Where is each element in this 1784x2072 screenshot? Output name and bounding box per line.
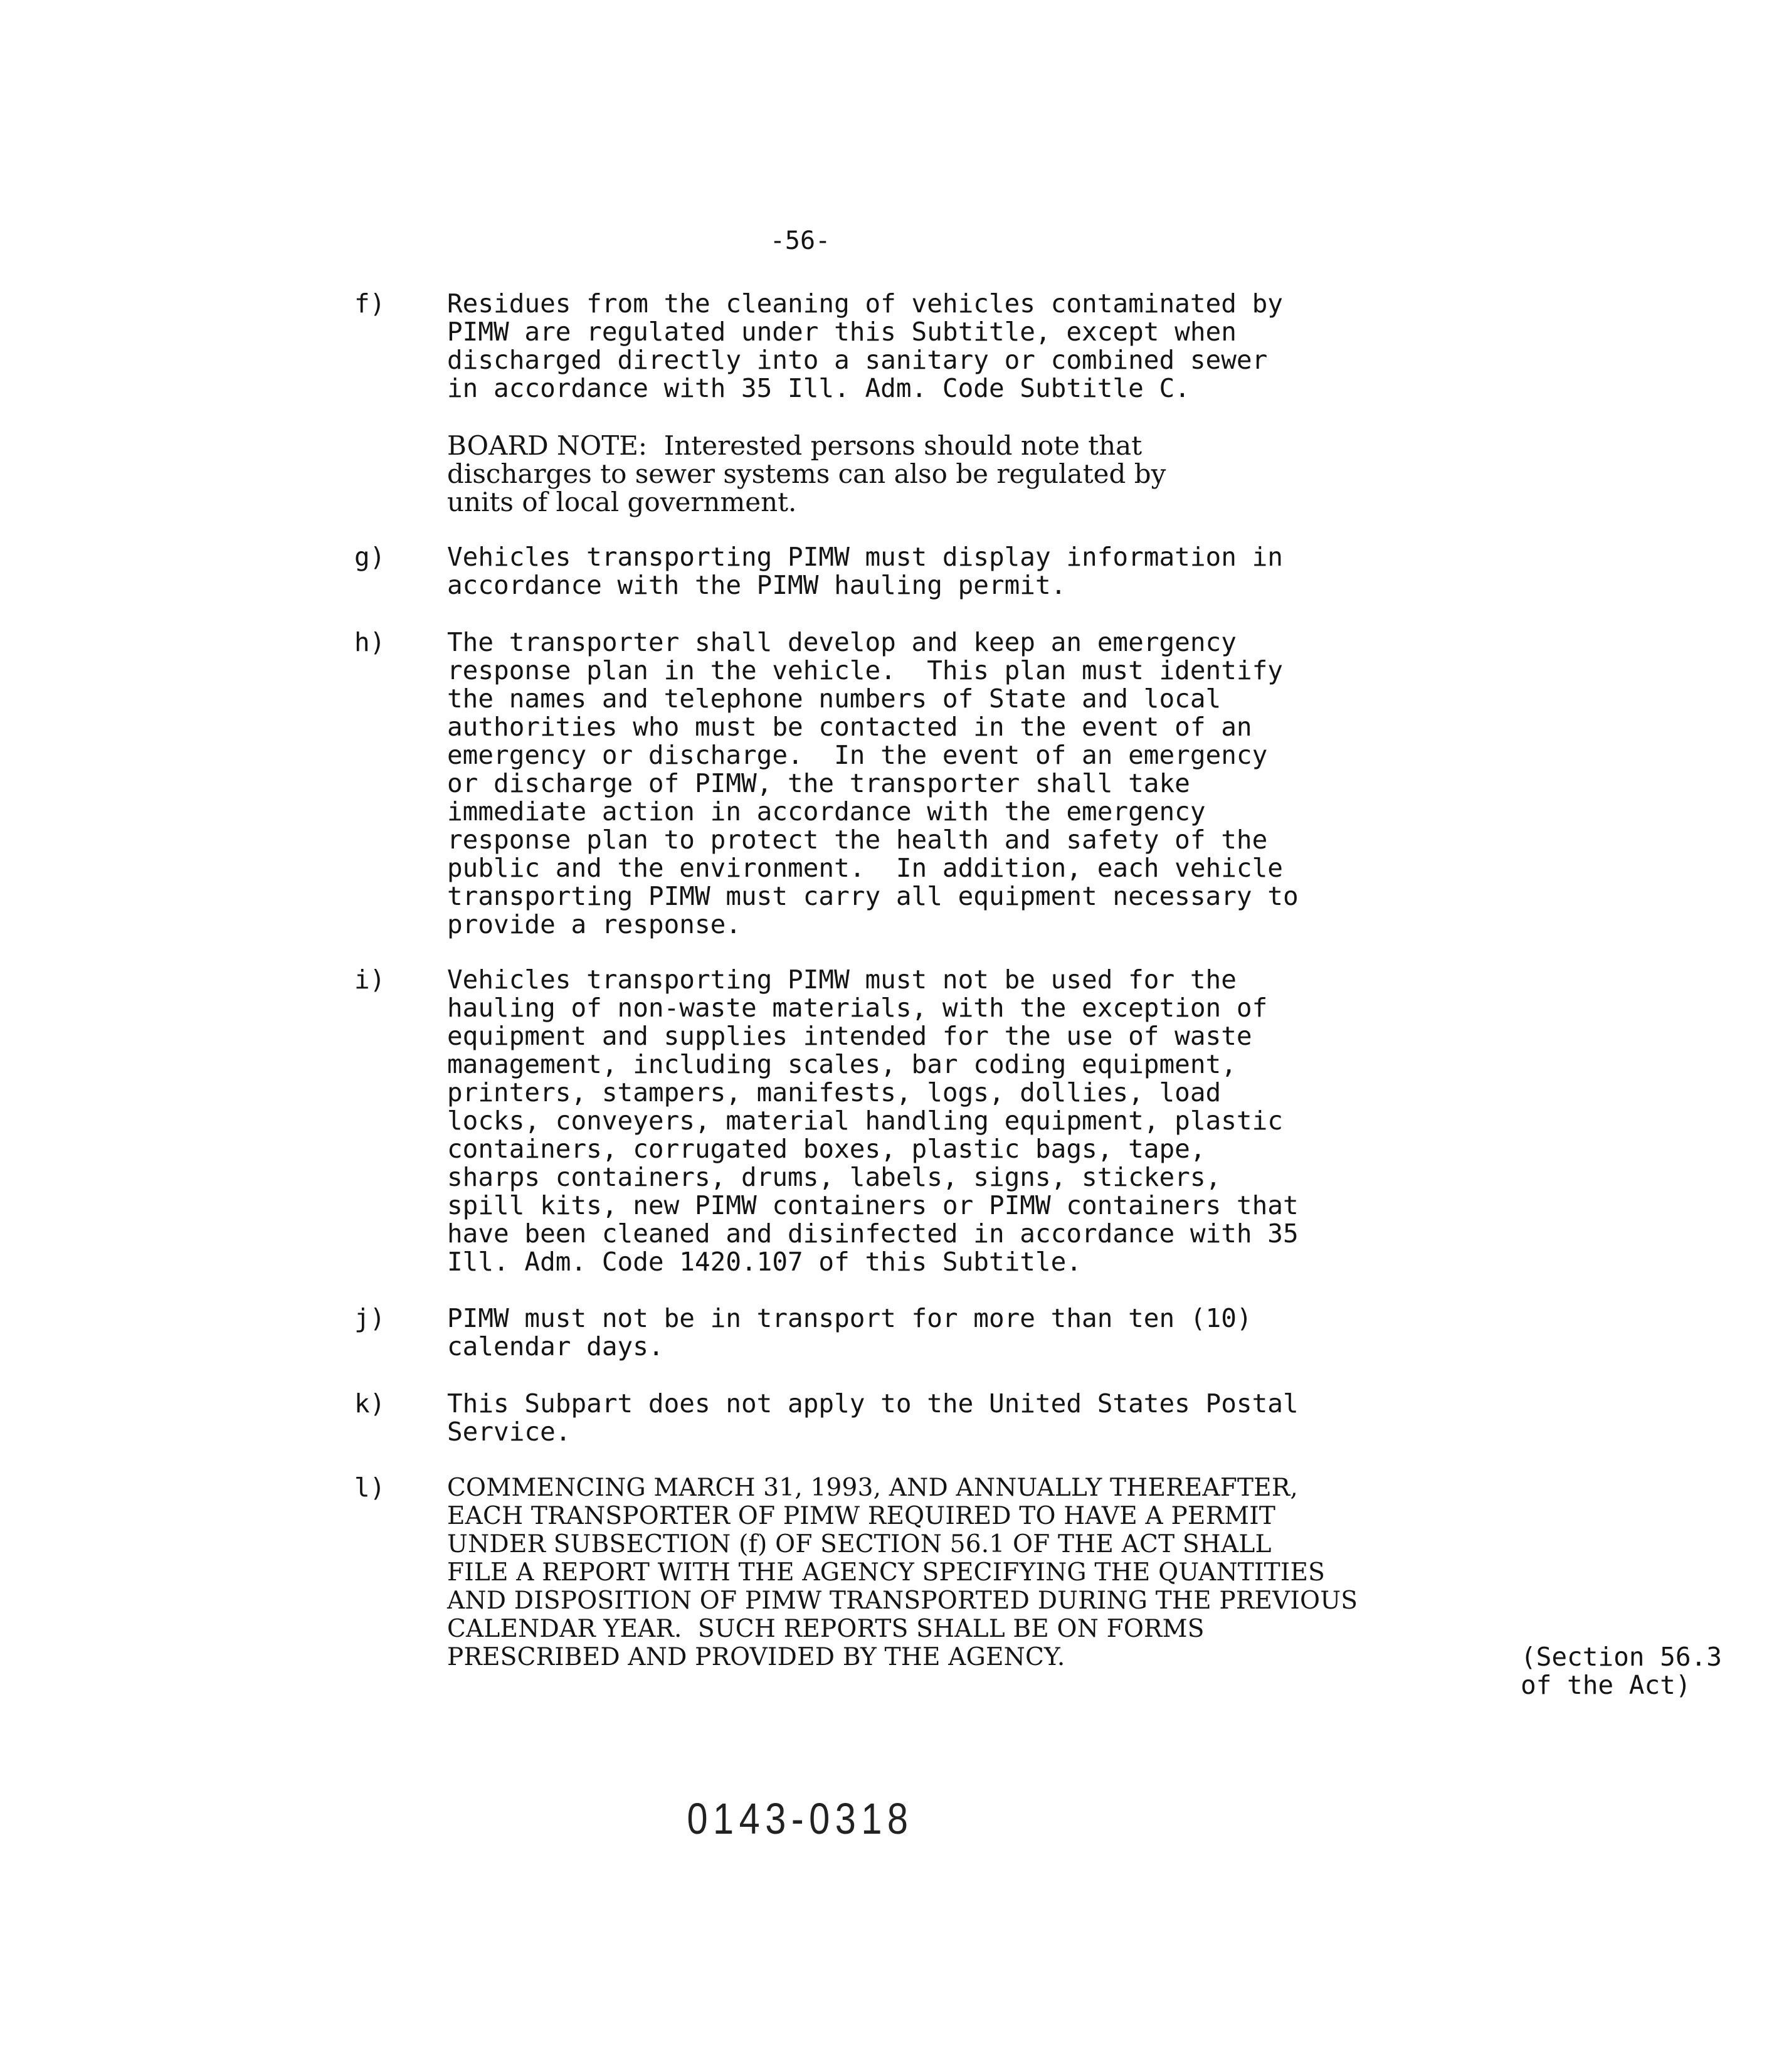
item-marker: f) [354, 288, 386, 319]
document-code: 0143-0318 [687, 1794, 914, 1843]
item-marker: i) [354, 965, 386, 995]
item-text-citation: (Section 56.3 of the Act) [1521, 1642, 1722, 1700]
item-text: Residues from the cleaning of vehicles contaminated by PIMW are regulated under this Subtitle, except when discharged directly into a sanitary or combined sewer in accordance with 35 Ill. Adm. Code Subtitle C. [447, 288, 1283, 403]
item-marker: k) [354, 1388, 386, 1419]
item-text: PIMW must not be in transport for more than ten (10) calendar days. [447, 1303, 1252, 1361]
item-text: Vehicles transporting PIMW must display information in accordance with the PIMW hauling permit. [447, 542, 1283, 600]
item-text-amendment: COMMENCING MARCH 31, 1993, AND ANNUALLY THEREAFTER, EACH TRANSPORTER OF PIMW REQUIRED TO HAVE A PERMIT UNDER SUBSECTION (f) OF SECTION 56.1 OF THE ACT SHALL FILE A REPORT WITH THE AGENCY SPECIFYING THE QUANTITIES AND DISPOSITION OF PIMW TRANSPORTED DURING THE PREVIOUS CALENDAR YEAR. SUCH REPORTS SHALL BE ON FORMS PRESCRIBED AND PROVIDED BY THE AGENCY. [447, 1474, 1358, 1671]
item-marker: j) [354, 1303, 386, 1333]
item-text: Vehicles transporting PIMW must not be used for the hauling of non-waste materials, with the exception of equipment and supplies intended for the use of waste management, including scales, bar coding equipment, printers, stampers, manifests, logs, dollies, load locks, conveyers, material handling equipment, plastic containers, corrugated boxes, plastic bags, tape, sharps containers, drums, labels, signs, stickers, spill kits, new PIMW containers or PIMW containers that have been cleaned and disinfected in accordance with 35 Ill. Adm. Code 1420.107 of this Subtitle. [447, 965, 1299, 1277]
board-note: BOARD NOTE: Interested persons should note that discharges to sewer systems can also be regulated by units of local government. [447, 430, 1166, 517]
item-text: This Subpart does not apply to the United States Postal Service. [447, 1388, 1299, 1447]
item-text: The transporter shall develop and keep an emergency response plan in the vehicle. This plan must identify the names and telephone numbers of State and local authorities who must be contacted in the event of an emergency or discharge. In the event of an emergency or discharge of PIMW, the transporter shall take immediate action in accordance with the emergency response plan to protect the health and safety of the public and the environment. In addition, each vehicle transporting PIMW must carry all equipment necessary to provide a response. [447, 627, 1299, 939]
item-marker: g) [354, 542, 386, 572]
item-marker: h) [354, 627, 386, 657]
page-number: -56- [769, 226, 831, 255]
item-marker: l) [354, 1472, 386, 1503]
